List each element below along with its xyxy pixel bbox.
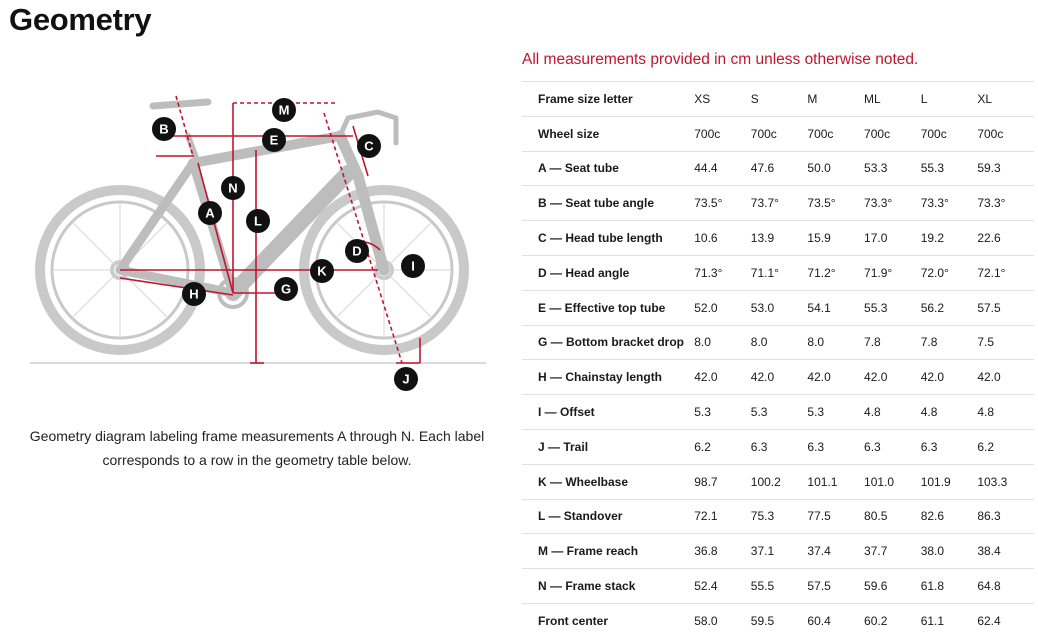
table-cell: 8.0: [694, 325, 751, 360]
table-cell: 4.8: [864, 395, 921, 430]
table-cell: 100.2: [751, 464, 808, 499]
table-cell: 73.3°: [921, 186, 978, 221]
table-cell: 60.2: [864, 603, 921, 637]
table-cell: 53.3: [864, 151, 921, 186]
table-row: [522, 395, 1034, 430]
table-cell: 7.8: [921, 325, 978, 360]
row-label: B — Seat tube angle: [522, 186, 694, 221]
size-header: XL: [977, 82, 1034, 117]
table-cell: 55.3: [864, 290, 921, 325]
table-cell: 73.3°: [977, 186, 1034, 221]
table-row: [522, 569, 1034, 604]
row-label: E — Effective top tube: [522, 290, 694, 325]
measurement-note: All measurements provided in cm unless otherwise noted.: [522, 51, 919, 68]
size-header: ML: [864, 82, 921, 117]
table-header-row: [522, 82, 1034, 117]
table-cell: 72.1°: [977, 255, 1034, 290]
table-cell: 52.0: [694, 290, 751, 325]
table-cell: 62.4: [977, 603, 1034, 637]
marker-k: [310, 259, 334, 283]
row-label: M — Frame reach: [522, 534, 694, 569]
svg-text:M: M: [278, 102, 290, 118]
table-cell: 75.3: [751, 499, 808, 534]
svg-text:E: E: [269, 132, 279, 148]
svg-text:G: G: [280, 281, 292, 297]
table-cell: 44.4: [694, 151, 751, 186]
table-cell: 42.0: [921, 360, 978, 395]
marker-m: [272, 98, 296, 122]
table-cell: 42.0: [864, 360, 921, 395]
table-cell: 7.5: [977, 325, 1034, 360]
table-cell: 73.5°: [807, 186, 864, 221]
table-cell: 22.6: [977, 221, 1034, 256]
table-row: [522, 429, 1034, 464]
svg-text:I: I: [411, 258, 415, 274]
table-cell: 57.5: [977, 290, 1034, 325]
table-cell: 53.0: [751, 290, 808, 325]
table-cell: 59.6: [864, 569, 921, 604]
table-cell: 103.3: [977, 464, 1034, 499]
table-cell: 19.2: [921, 221, 978, 256]
row-label: G — Bottom bracket drop: [522, 325, 694, 360]
table-cell: 700c: [977, 116, 1034, 151]
table-cell: 42.0: [694, 360, 751, 395]
table-cell: 38.0: [921, 534, 978, 569]
table-cell: 71.2°: [807, 255, 864, 290]
table-cell: 6.2: [694, 429, 751, 464]
table-cell: 13.9: [751, 221, 808, 256]
table-cell: 42.0: [807, 360, 864, 395]
size-header: L: [921, 82, 978, 117]
table-cell: 56.2: [921, 290, 978, 325]
table-cell: 60.4: [807, 603, 864, 637]
marker-c: [357, 134, 381, 158]
header-label: Frame size letter: [522, 82, 694, 117]
table-cell: 101.9: [921, 464, 978, 499]
table-cell: 42.0: [751, 360, 808, 395]
table-row: [522, 360, 1034, 395]
table-cell: 6.2: [977, 429, 1034, 464]
table-cell: 6.3: [864, 429, 921, 464]
table-cell: 6.3: [751, 429, 808, 464]
table-cell: 54.1: [807, 290, 864, 325]
table-cell: 700c: [921, 116, 978, 151]
size-header: S: [751, 82, 808, 117]
table-cell: 4.8: [977, 395, 1034, 430]
table-cell: 6.3: [807, 429, 864, 464]
table-cell: 72.0°: [921, 255, 978, 290]
row-label: L — Standover: [522, 499, 694, 534]
svg-text:C: C: [364, 138, 374, 154]
svg-text:J: J: [402, 371, 410, 387]
table-cell: 72.1: [694, 499, 751, 534]
table-cell: 71.3°: [694, 255, 751, 290]
table-row: [522, 255, 1034, 290]
table-cell: 8.0: [751, 325, 808, 360]
table-cell: 15.9: [807, 221, 864, 256]
table-cell: 61.8: [921, 569, 978, 604]
table-cell: 64.8: [977, 569, 1034, 604]
table-cell: 50.0: [807, 151, 864, 186]
table-cell: 47.6: [751, 151, 808, 186]
row-label: N — Frame stack: [522, 569, 694, 604]
table-row: [522, 186, 1034, 221]
svg-text:H: H: [189, 286, 199, 302]
marker-n: [221, 176, 245, 200]
page-title: Geometry: [9, 2, 152, 37]
table-cell: 37.7: [864, 534, 921, 569]
marker-i: [401, 254, 425, 278]
geometry-table: [522, 81, 1034, 638]
table-cell: 73.3°: [864, 186, 921, 221]
marker-b: [152, 117, 176, 141]
row-label: Wheel size: [522, 116, 694, 151]
table-cell: 59.5: [751, 603, 808, 637]
row-label: A — Seat tube: [522, 151, 694, 186]
table-cell: 38.4: [977, 534, 1034, 569]
table-cell: 8.0: [807, 325, 864, 360]
svg-text:A: A: [205, 205, 215, 221]
table-cell: 73.5°: [694, 186, 751, 221]
table-cell: 36.8: [694, 534, 751, 569]
table-cell: 7.8: [864, 325, 921, 360]
svg-text:N: N: [228, 180, 238, 196]
diagram-caption: Geometry diagram labeling frame measurements A through N. Each label corresponds to a row in the geometry table below.: [29, 428, 485, 468]
geometry-table-body: [522, 82, 1034, 638]
row-label: K — Wheelbase: [522, 464, 694, 499]
table-cell: 5.3: [807, 395, 864, 430]
table-cell: 10.6: [694, 221, 751, 256]
marker-j: [394, 367, 418, 391]
marker-a: [198, 201, 222, 225]
table-cell: 5.3: [751, 395, 808, 430]
svg-text:K: K: [317, 263, 327, 279]
table-cell: 700c: [864, 116, 921, 151]
table-row: [522, 151, 1034, 186]
size-header: XS: [694, 82, 751, 117]
table-cell: 71.1°: [751, 255, 808, 290]
table-cell: 98.7: [694, 464, 751, 499]
table-cell: 86.3: [977, 499, 1034, 534]
row-label: C — Head tube length: [522, 221, 694, 256]
table-cell: 37.4: [807, 534, 864, 569]
table-row: [522, 290, 1034, 325]
table-row: [522, 534, 1034, 569]
table-row: [522, 325, 1034, 360]
svg-text:D: D: [352, 243, 362, 259]
table-cell: 42.0: [977, 360, 1034, 395]
table-row: [522, 499, 1034, 534]
marker-l: [246, 209, 270, 233]
table-cell: 71.9°: [864, 255, 921, 290]
marker-d: [345, 239, 369, 263]
table-cell: 73.7°: [751, 186, 808, 221]
marker-g: [274, 277, 298, 301]
table-cell: 55.5: [751, 569, 808, 604]
table-cell: 80.5: [864, 499, 921, 534]
table-row: [522, 221, 1034, 256]
table-cell: 5.3: [694, 395, 751, 430]
table-cell: 700c: [807, 116, 864, 151]
table-cell: 52.4: [694, 569, 751, 604]
table-cell: 700c: [751, 116, 808, 151]
marker-e: [262, 128, 286, 152]
row-label: J — Trail: [522, 429, 694, 464]
table-cell: 82.6: [921, 499, 978, 534]
table-cell: 101.0: [864, 464, 921, 499]
row-label: H — Chainstay length: [522, 360, 694, 395]
table-cell: 6.3: [921, 429, 978, 464]
table-cell: 55.3: [921, 151, 978, 186]
table-row: [522, 464, 1034, 499]
table-cell: 58.0: [694, 603, 751, 637]
table-cell: 77.5: [807, 499, 864, 534]
table-cell: 57.5: [807, 569, 864, 604]
table-cell: 37.1: [751, 534, 808, 569]
table-cell: 700c: [694, 116, 751, 151]
marker-h: [182, 282, 206, 306]
row-label: Front center: [522, 603, 694, 637]
bike-geometry-diagram: [28, 88, 490, 398]
svg-text:B: B: [159, 121, 169, 137]
table-cell: 59.3: [977, 151, 1034, 186]
table-row: [522, 116, 1034, 151]
table-cell: 61.1: [921, 603, 978, 637]
table-cell: 101.1: [807, 464, 864, 499]
row-label: D — Head angle: [522, 255, 694, 290]
table-cell: 17.0: [864, 221, 921, 256]
row-label: I — Offset: [522, 395, 694, 430]
table-cell: 4.8: [921, 395, 978, 430]
size-header: M: [807, 82, 864, 117]
svg-text:L: L: [254, 213, 262, 229]
